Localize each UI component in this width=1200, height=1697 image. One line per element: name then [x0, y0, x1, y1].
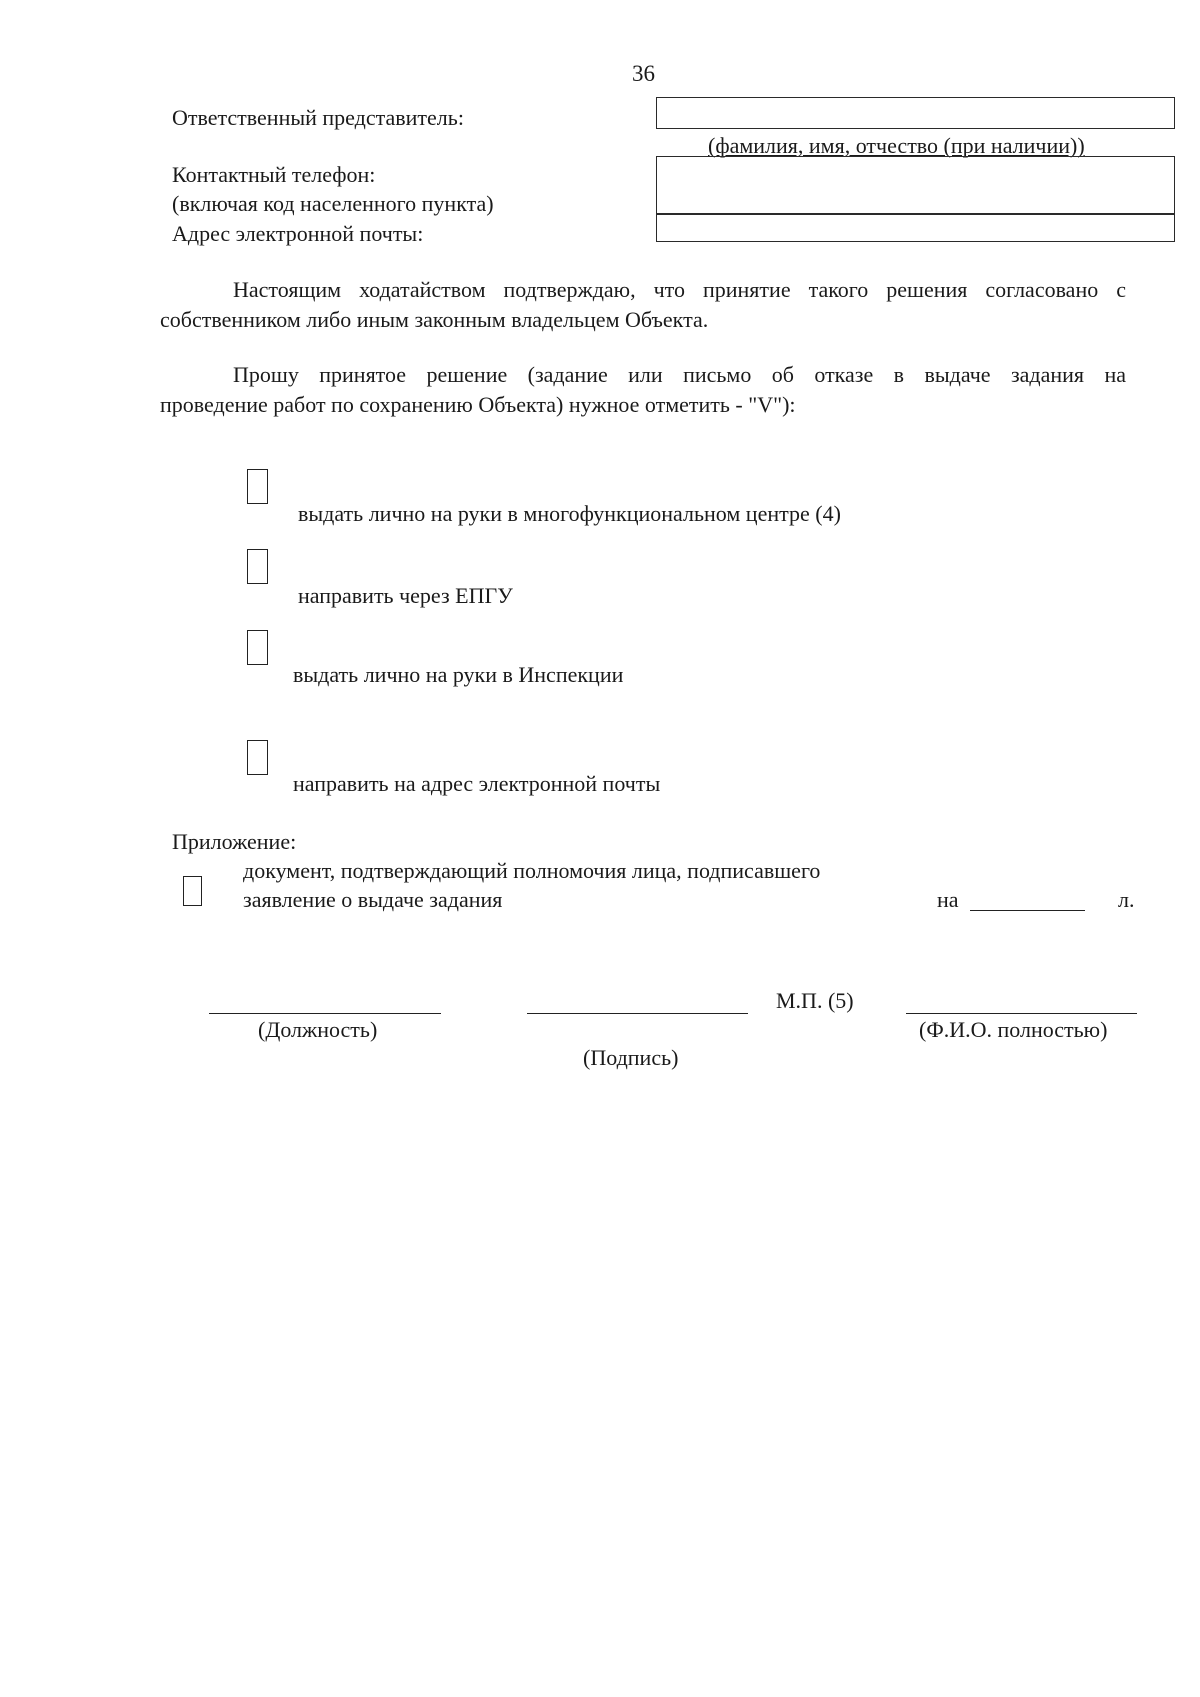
confirmation-line-1: Настоящим ходатайством подтверждаю, что принятие такого решения согласовано с — [233, 277, 1126, 302]
name-line[interactable] — [906, 1013, 1137, 1014]
position-caption: (Должность) — [258, 1017, 378, 1042]
representative-caption: (фамилия, имя, отчество (при наличии)) — [708, 133, 1085, 158]
option-inspection-label: выдать лично на руки в Инспекции — [293, 662, 624, 687]
attachment-pages-prefix: на — [937, 887, 959, 912]
stamp-label: М.П. (5) — [776, 988, 854, 1013]
request-line-2: проведение работ по сохранению Объекта) нужное отметить - "V"): — [160, 392, 796, 417]
representative-label: Ответственный представитель: — [172, 105, 464, 130]
request-line-1: Прошу принятое решение (задание или письмо об отказе в выдаче задания на — [233, 362, 1126, 387]
email-label: Адрес электронной почты: — [172, 221, 424, 246]
option-email-label: направить на адрес электронной почты — [293, 771, 661, 796]
attachment-pages-line[interactable] — [970, 910, 1085, 911]
option-mfc-checkbox[interactable] — [247, 469, 268, 504]
name-caption: (Ф.И.О. полностью) — [919, 1017, 1108, 1042]
phone-label: Контактный телефон: — [172, 162, 376, 187]
option-inspection-checkbox[interactable] — [247, 630, 268, 665]
page-number: 36 — [632, 61, 655, 86]
attachment-line-1: документ, подтверждающий полномочия лица, подписавшего — [243, 858, 821, 883]
representative-field[interactable] — [656, 97, 1175, 129]
phone-sublabel: (включая код населенного пункта) — [172, 191, 494, 216]
confirmation-line-2: собственником либо иным законным владельцем Объекта. — [160, 307, 709, 332]
option-mfc-label: выдать лично на руки в многофункциональном центре (4) — [298, 501, 841, 526]
signature-caption: (Подпись) — [583, 1045, 679, 1070]
phone-field[interactable] — [656, 156, 1175, 214]
attachment-heading: Приложение: — [172, 829, 297, 854]
signature-line[interactable] — [527, 1013, 748, 1014]
email-field[interactable] — [656, 214, 1175, 242]
option-epgu-label: направить через ЕПГУ — [298, 583, 513, 608]
attachment-checkbox[interactable] — [183, 876, 202, 906]
attachment-line-2: заявление о выдаче задания — [243, 887, 503, 912]
attachment-pages-suffix: л. — [1118, 887, 1135, 912]
option-epgu-checkbox[interactable] — [247, 549, 268, 584]
position-line[interactable] — [209, 1013, 441, 1014]
option-email-checkbox[interactable] — [247, 740, 268, 775]
